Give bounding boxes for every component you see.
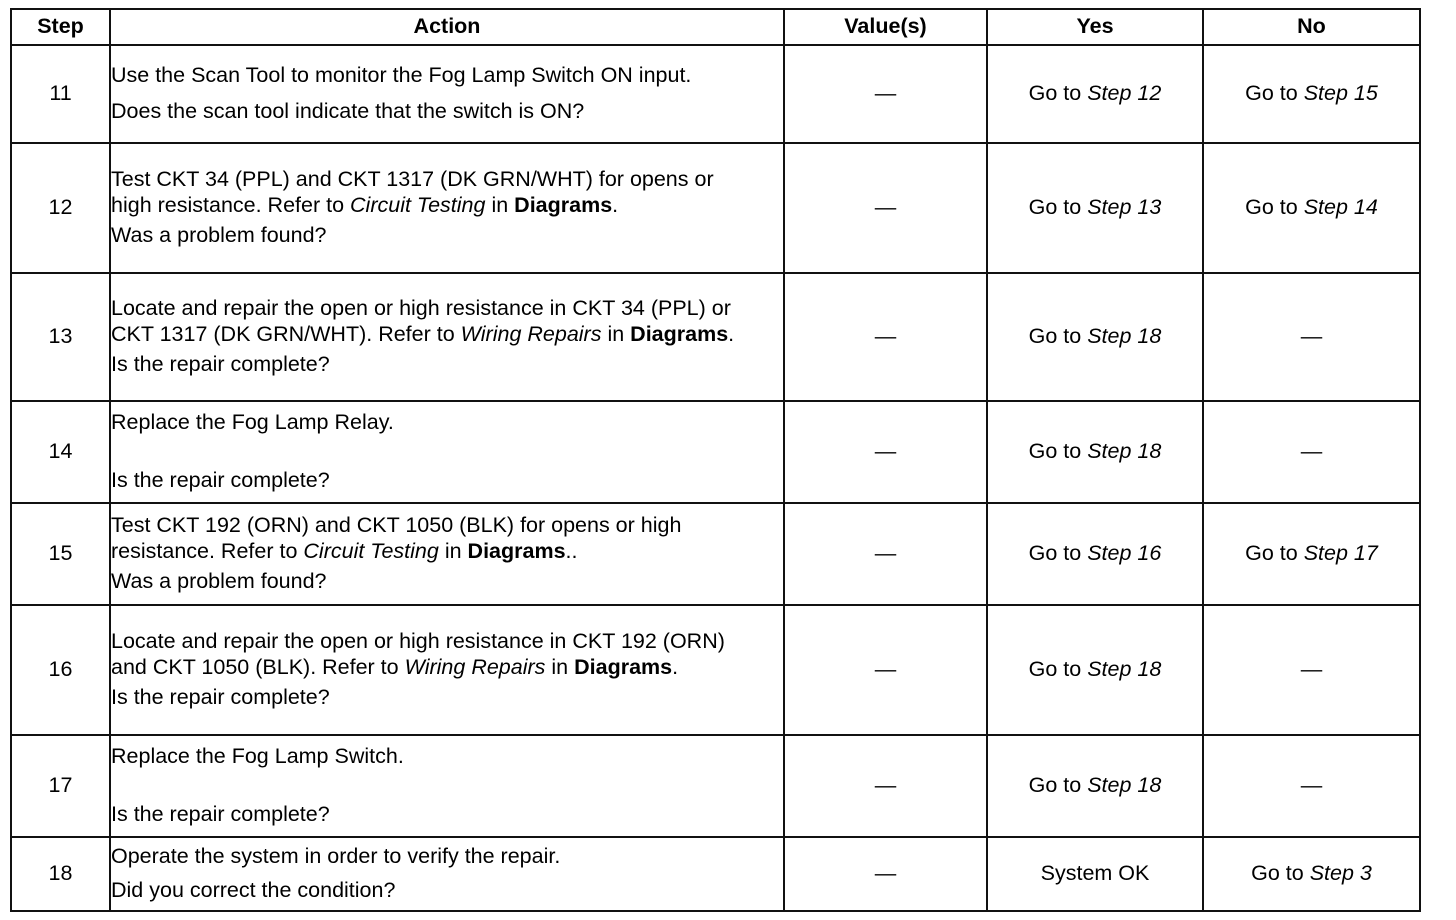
go-to-label: Go to — [1028, 657, 1082, 682]
action-text — [111, 296, 783, 348]
yes-step-link[interactable]: Step 13 — [1087, 195, 1162, 220]
no-cell — [1203, 45, 1420, 143]
no-cell — [1203, 837, 1420, 911]
action-cell — [110, 735, 784, 837]
yes-cell — [987, 273, 1203, 401]
action-text-main: Locate and repair the open or high resistance in CKT 34 (PPL) or CKT 1317 (DK GRN/WHT). Refer to — [111, 296, 731, 347]
table-row — [11, 735, 1420, 837]
yes-cell — [987, 735, 1203, 837]
go-to-label: Go to — [1028, 773, 1082, 798]
no-cell — [1203, 143, 1420, 273]
go-to-label: Go to — [1028, 541, 1082, 566]
no-cell: — — [1203, 401, 1420, 503]
go-to-label: Go to — [1028, 324, 1082, 349]
go-to-label: Go to — [1245, 195, 1298, 220]
yes-step-link[interactable]: Step 18 — [1087, 773, 1162, 798]
action-question: Was a problem found? — [111, 222, 327, 247]
action-cell — [110, 837, 784, 911]
action-question: Is the repair complete? — [111, 684, 330, 709]
action-question: Was a problem found? — [111, 568, 327, 593]
reference-section: Diagrams — [514, 193, 613, 218]
action-text — [111, 513, 783, 565]
action-question: Is the repair complete? — [111, 802, 330, 826]
reference-link[interactable]: Wiring Repairs — [460, 322, 602, 347]
yes-step-link[interactable]: Step 18 — [1087, 324, 1162, 349]
no-step-link[interactable]: Step 15 — [1303, 81, 1378, 106]
go-to-label: Go to — [1028, 81, 1082, 106]
header-yes: Yes — [987, 9, 1203, 45]
go-to-label: Go to — [1245, 81, 1298, 106]
action-cell — [110, 503, 784, 605]
yes-step-link[interactable]: Step 12 — [1087, 81, 1162, 106]
value-cell: — — [784, 273, 987, 401]
table-row — [11, 45, 1420, 143]
action-cell — [110, 605, 784, 735]
reference-section: Diagrams — [574, 655, 673, 680]
no-step-link[interactable]: Step 3 — [1309, 861, 1372, 886]
go-to-label: Go to — [1028, 439, 1082, 464]
action-cell — [110, 401, 784, 503]
go-to-label: Go to — [1245, 541, 1298, 566]
yes-cell — [987, 143, 1203, 273]
step-number: 18 — [11, 837, 110, 911]
action-text-in: in — [444, 539, 462, 564]
yes-step-link[interactable]: Step 18 — [1087, 657, 1162, 682]
step-number: 12 — [11, 143, 110, 273]
step-number: 14 — [11, 401, 110, 503]
action-text-in: in — [551, 655, 569, 680]
no-step-link[interactable]: Step 14 — [1303, 195, 1378, 220]
header-action: Action — [110, 9, 784, 45]
action-text-main: Locate and repair the open or high resistance in CKT 192 (ORN) and CKT 1050 (BLK). Refer to — [111, 629, 725, 680]
table-row — [11, 503, 1420, 605]
value-cell: — — [784, 503, 987, 605]
header-no: No — [1203, 9, 1420, 45]
table-row — [11, 837, 1420, 911]
action-question: Is the repair complete? — [111, 468, 330, 492]
action-text-end: . — [672, 655, 679, 680]
go-to-label: Go to — [1251, 861, 1304, 886]
yes-cell — [987, 45, 1203, 143]
action-question: Does the scan tool indicate that the switch is ON? — [111, 99, 585, 123]
go-to-label: Go to — [1028, 195, 1082, 220]
action-text-in: in — [491, 193, 509, 218]
action-text-main: Test CKT 34 (PPL) and CKT 1317 (DK GRN/WHT) for opens or high resistance. Refer to — [111, 167, 714, 218]
action-question: Is the repair complete? — [111, 351, 330, 376]
step-number: 15 — [11, 503, 110, 605]
action-text-in: in — [607, 322, 625, 347]
no-step-link[interactable]: Step 17 — [1303, 541, 1378, 566]
yes-cell: System OK — [987, 837, 1203, 911]
value-cell: — — [784, 401, 987, 503]
no-cell: — — [1203, 605, 1420, 735]
action-text: Operate the system in order to verify the repair. — [111, 844, 561, 869]
action-text-end: . — [612, 193, 619, 218]
header-step: Step — [11, 9, 110, 45]
yes-cell — [987, 503, 1203, 605]
action-text: Use the Scan Tool to monitor the Fog Lamp Switch ON input. — [111, 63, 692, 88]
reference-link[interactable]: Circuit Testing — [303, 539, 439, 564]
action-text-end: . — [728, 322, 735, 347]
step-number: 13 — [11, 273, 110, 401]
action-text — [111, 167, 783, 219]
action-cell — [110, 273, 784, 401]
action-text-main: Test CKT 192 (ORN) and CKT 1050 (BLK) for opens or high resistance. Refer to — [111, 513, 682, 564]
value-cell: — — [784, 735, 987, 837]
action-question: Did you correct the condition? — [111, 878, 396, 902]
no-cell: — — [1203, 735, 1420, 837]
action-text-end: .. — [565, 539, 578, 564]
step-number: 17 — [11, 735, 110, 837]
table-row — [11, 273, 1420, 401]
diagnostic-table — [10, 8, 1421, 912]
step-number: 16 — [11, 605, 110, 735]
value-cell: — — [784, 837, 987, 911]
table-row — [11, 401, 1420, 503]
step-number: 11 — [11, 45, 110, 143]
action-cell — [110, 143, 784, 273]
value-cell: — — [784, 143, 987, 273]
reference-link[interactable]: Wiring Repairs — [404, 655, 546, 680]
action-text: Replace the Fog Lamp Switch. — [111, 744, 404, 769]
header-row — [11, 9, 1420, 45]
value-cell: — — [784, 45, 987, 143]
yes-step-link[interactable]: Step 18 — [1087, 439, 1162, 464]
action-text — [111, 629, 783, 681]
table-row — [11, 605, 1420, 735]
reference-section: Diagrams — [467, 539, 566, 564]
header-values: Value(s) — [784, 9, 987, 45]
reference-link[interactable]: Circuit Testing — [350, 193, 486, 218]
value-cell: — — [784, 605, 987, 735]
action-text: Replace the Fog Lamp Relay. — [111, 410, 394, 435]
action-cell — [110, 45, 784, 143]
yes-cell — [987, 401, 1203, 503]
yes-cell — [987, 605, 1203, 735]
table-row — [11, 143, 1420, 273]
no-cell — [1203, 503, 1420, 605]
no-cell: — — [1203, 273, 1420, 401]
yes-step-link[interactable]: Step 16 — [1087, 541, 1162, 566]
reference-section: Diagrams — [630, 322, 729, 347]
